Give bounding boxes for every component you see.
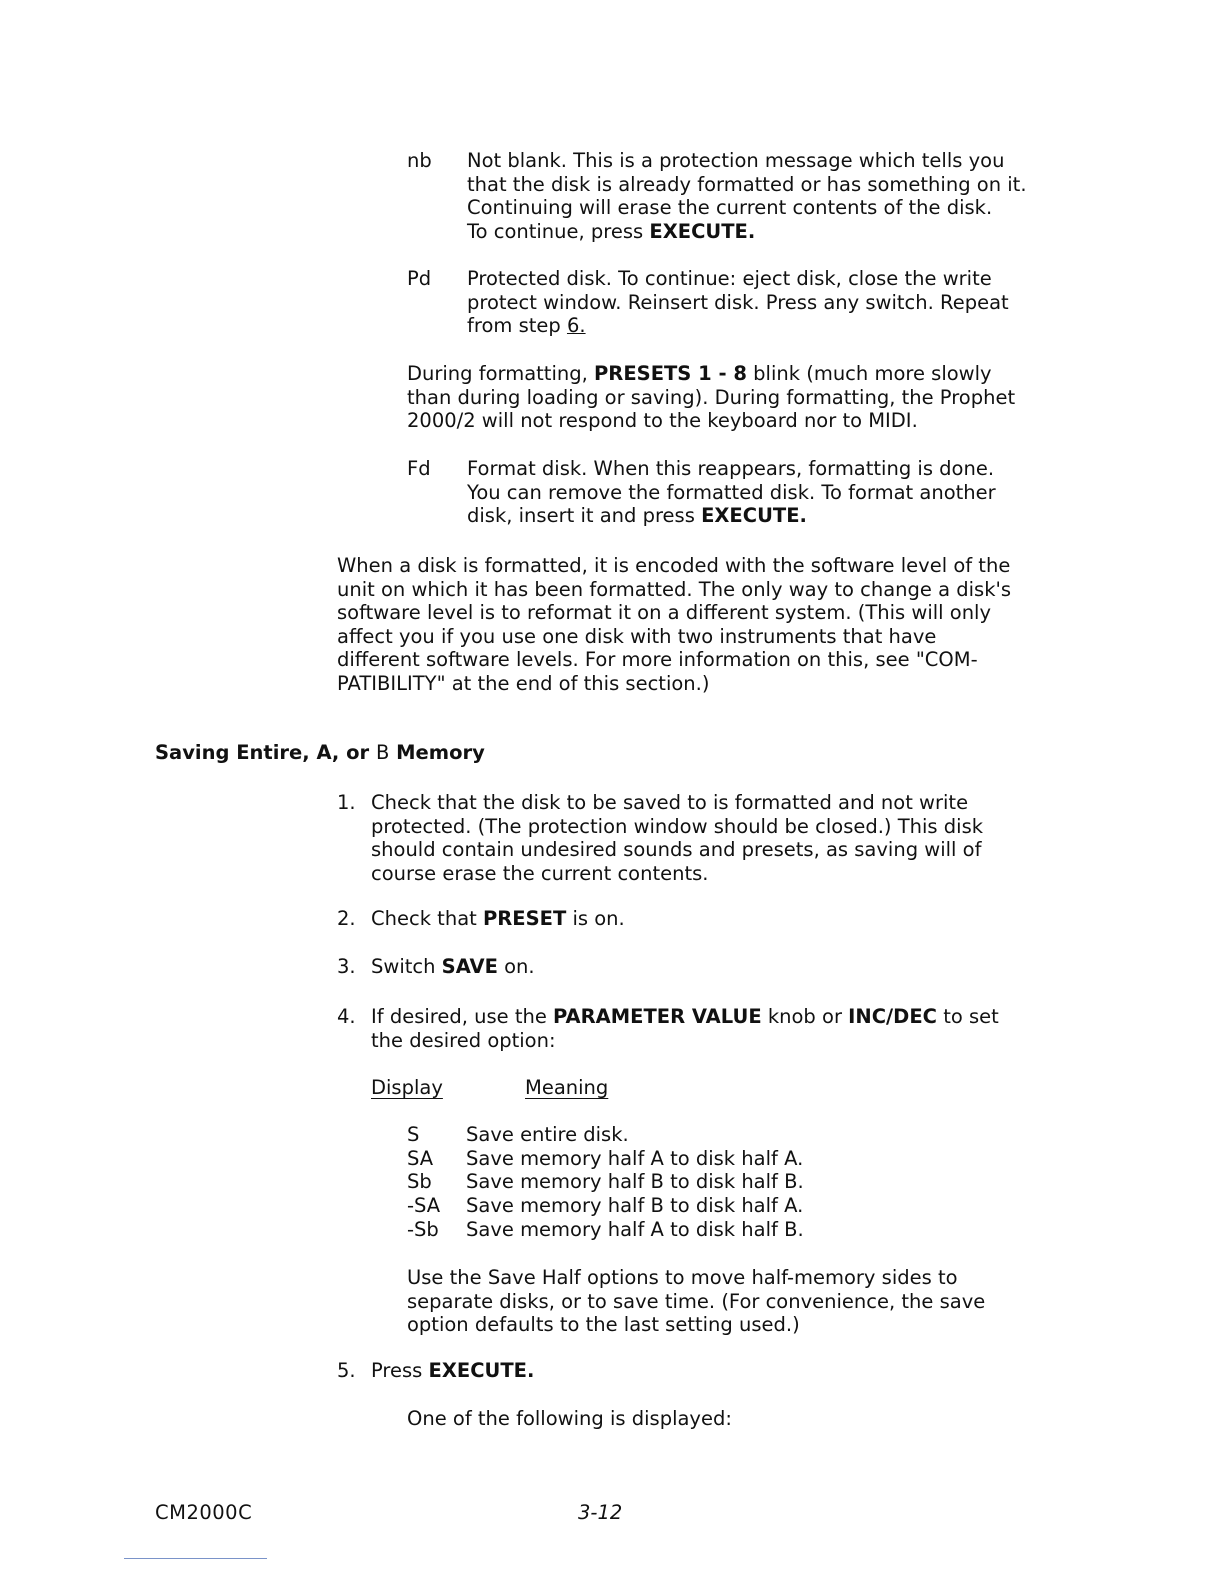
section-heading	[155, 741, 485, 765]
step-number: 3.	[337, 955, 356, 978]
step-2-text	[371, 907, 625, 931]
text-run: To continue, press	[467, 219, 650, 243]
message-nb-description	[467, 149, 1061, 243]
heading-text: Saving Entire, A, or	[155, 741, 376, 764]
text-run: During formatting,	[407, 362, 595, 385]
text-line	[467, 220, 1061, 244]
presets-keyword: PRESETS 1 - 8	[594, 362, 747, 385]
table-row	[407, 1194, 1047, 1218]
table-row	[407, 1218, 1047, 1242]
text-run: Press	[371, 1359, 429, 1382]
message-pd-description	[467, 267, 1061, 338]
text-run: is on.	[566, 907, 625, 930]
step-number: 4.	[337, 1005, 356, 1028]
text-line: should contain undesired sounds and presets, as saving will of	[371, 838, 982, 861]
text-line: 2000/2 will not respond to the keyboard nor to MIDI.	[407, 409, 918, 432]
option-code: SA	[407, 1147, 434, 1170]
inc-dec-keyword: INC/DEC	[848, 1005, 937, 1028]
execute-keyword: EXECUTE.	[428, 1359, 535, 1382]
step-4-text	[371, 1005, 1061, 1052]
table-row	[407, 1123, 1047, 1147]
text-line: course erase the current contents.	[371, 861, 709, 885]
text-line: You can remove the formatted disk. To format another	[467, 480, 996, 504]
text-line: affect you if you use one disk with two instruments that have	[337, 624, 937, 648]
message-code-nb: nb	[407, 149, 432, 172]
page-number: 3-12	[578, 1501, 623, 1524]
text-line: unit on which it has been formatted. The only way to change a disk's	[337, 577, 1012, 601]
text-line: Use the Save Half options to move half-memory sides to	[407, 1266, 958, 1289]
bottom-divider	[124, 1558, 267, 1559]
option-code: S	[407, 1123, 420, 1146]
text-line	[467, 504, 1061, 528]
message-code-pd: Pd	[407, 267, 432, 290]
text-line: Not blank. This is a protection message which tells you	[467, 149, 1005, 172]
text-line: Check that the disk to be saved to is formatted and not write	[371, 791, 969, 814]
step-5-text	[371, 1359, 534, 1383]
option-code: -SA	[407, 1194, 441, 1217]
meaning-column-header: Meaning	[525, 1076, 609, 1099]
text-line	[407, 362, 1061, 386]
software-level-paragraph	[337, 554, 1061, 695]
step-number: 2.	[337, 907, 356, 930]
text-line: protected. (The protection window should be closed.) This disk	[371, 814, 984, 838]
text-run: disk, insert it and press	[467, 504, 702, 527]
step-reference: 6.	[566, 314, 586, 337]
preset-keyword: PRESET	[482, 907, 567, 930]
text-run: to set	[937, 1005, 999, 1028]
text-line: option defaults to the last setting used.)	[407, 1313, 800, 1336]
text-line: PATIBILITY" at the end of this section.)	[337, 671, 710, 695]
text-line	[371, 1005, 1061, 1029]
option-code: Sb	[407, 1170, 432, 1193]
text-line: software level is to reformat it on a different system. (This will only	[337, 601, 992, 624]
step-number: 1.	[337, 791, 356, 814]
text-line: that the disk is already formatted or has something on it.	[467, 172, 1027, 196]
text-line: Continuing will erase the current contents of the disk.	[467, 196, 993, 219]
heading-text: B	[375, 741, 390, 764]
following-text: One of the following is displayed:	[407, 1407, 732, 1430]
text-line: than during loading or saving). During formatting, the Prophet	[407, 385, 1016, 409]
table-row	[407, 1147, 1047, 1171]
save-keyword: SAVE	[441, 955, 498, 978]
text-run: from step	[467, 314, 567, 337]
table-row	[407, 1170, 1047, 1194]
execute-keyword: EXECUTE.	[649, 219, 756, 243]
text-line: When a disk is formatted, it is encoded with the software level of the	[337, 554, 1011, 577]
text-run: Switch	[371, 955, 442, 978]
option-meaning: Save entire disk.	[466, 1123, 629, 1146]
display-column-header: Display	[371, 1076, 443, 1099]
execute-keyword: EXECUTE.	[701, 504, 807, 527]
text-run: on.	[497, 955, 535, 978]
text-line: protect window. Reinsert disk. Press any switch. Repeat	[467, 290, 1009, 314]
heading-text: Memory	[389, 741, 485, 764]
text-line: separate disks, or to save time. (For convenience, the save	[407, 1289, 986, 1313]
text-line: Format disk. When this reappears, formatting is done.	[467, 457, 995, 480]
text-line: the desired option:	[371, 1028, 556, 1052]
option-meaning: Save memory half B to disk half B.	[466, 1170, 804, 1193]
save-half-paragraph	[407, 1266, 1061, 1337]
document-code: CM2000C	[155, 1501, 253, 1524]
text-run: blink (much more slowly	[746, 362, 992, 385]
message-fd-description	[467, 457, 1061, 528]
text-line: different software levels. For more information on this, see "COM-	[337, 648, 978, 671]
option-meaning: Save memory half B to disk half A.	[466, 1194, 804, 1217]
step-3-text	[371, 955, 535, 979]
parameter-value-keyword: PARAMETER VALUE	[553, 1005, 762, 1028]
text-run: If desired, use the	[371, 1005, 554, 1028]
text-run: knob or	[761, 1005, 849, 1028]
message-code-fd: Fd	[407, 457, 431, 480]
option-meaning: Save memory half A to disk half B.	[466, 1218, 804, 1241]
step-1-text	[371, 791, 1061, 885]
formatting-paragraph	[407, 362, 1061, 433]
step-number: 5.	[337, 1359, 356, 1382]
option-meaning: Save memory half A to disk half A.	[466, 1147, 804, 1170]
option-code: -Sb	[407, 1218, 439, 1241]
text-line: Protected disk. To continue: eject disk, close the write	[467, 267, 992, 290]
text-run: Check that	[371, 907, 483, 930]
text-line	[467, 314, 1061, 338]
